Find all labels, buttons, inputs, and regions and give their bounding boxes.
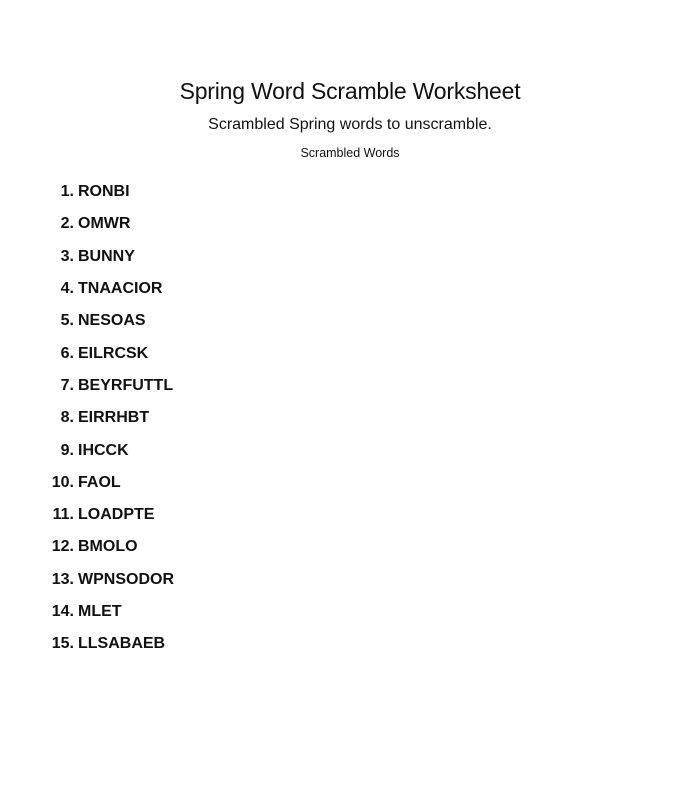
scrambled-word: LLSABAEB — [78, 635, 166, 653]
scrambled-word: NESOAS — [78, 312, 146, 330]
item-number: 11. — [52, 506, 74, 524]
list-item — [0, 176, 400, 208]
scrambled-word: IHCCK — [78, 441, 129, 459]
scrambled-word: BEYRFUTTL — [78, 376, 174, 394]
list-item — [0, 531, 400, 563]
list-item — [0, 305, 400, 337]
item-number: 2. — [60, 215, 74, 233]
scrambled-word: OMWR — [78, 215, 131, 233]
worksheet-title: Spring Word Scramble Worksheet — [179, 78, 521, 104]
scrambled-word: EIRRHBT — [78, 409, 150, 427]
item-number: 1. — [60, 183, 74, 201]
list-item — [0, 208, 400, 240]
list-item — [0, 337, 400, 369]
list-item — [0, 467, 400, 499]
list-item — [0, 273, 400, 305]
item-number: 10. — [51, 473, 74, 491]
scrambled-word: MLET — [78, 603, 122, 620]
item-number: 14. — [51, 603, 74, 620]
list-item — [0, 499, 400, 531]
list-item — [0, 564, 400, 596]
item-number: 4. — [60, 280, 74, 298]
list-item — [0, 241, 400, 273]
list-item — [0, 402, 400, 434]
section-label: Scrambled Words — [300, 146, 400, 160]
scrambled-word: TNAACIOR — [78, 280, 163, 298]
scrambled-word: LOADPTE — [78, 506, 155, 524]
item-number: 12. — [51, 538, 74, 556]
worksheet-subtitle: Scrambled Spring words to unscramble. — [208, 116, 492, 133]
item-number: 8. — [60, 409, 74, 427]
scrambled-word: EILRCSK — [78, 344, 149, 362]
list-item — [0, 628, 400, 660]
scrambled-word: BMOLO — [78, 538, 138, 556]
scrambled-word-list — [0, 176, 400, 660]
item-number: 5. — [60, 312, 74, 330]
item-number: 15. — [51, 635, 74, 653]
scrambled-word: BUNNY — [78, 247, 135, 265]
item-number: 6. — [60, 344, 74, 362]
list-item — [0, 596, 400, 628]
scrambled-word: RONBI — [78, 183, 130, 201]
scrambled-word: WPNSODOR — [78, 570, 174, 588]
item-number: 13. — [51, 570, 74, 588]
item-number: 9. — [60, 441, 74, 459]
list-item — [0, 434, 400, 466]
item-number: 7. — [60, 376, 74, 394]
item-number: 3. — [60, 247, 74, 265]
scrambled-word: FAOL — [78, 473, 121, 491]
list-item — [0, 370, 400, 402]
